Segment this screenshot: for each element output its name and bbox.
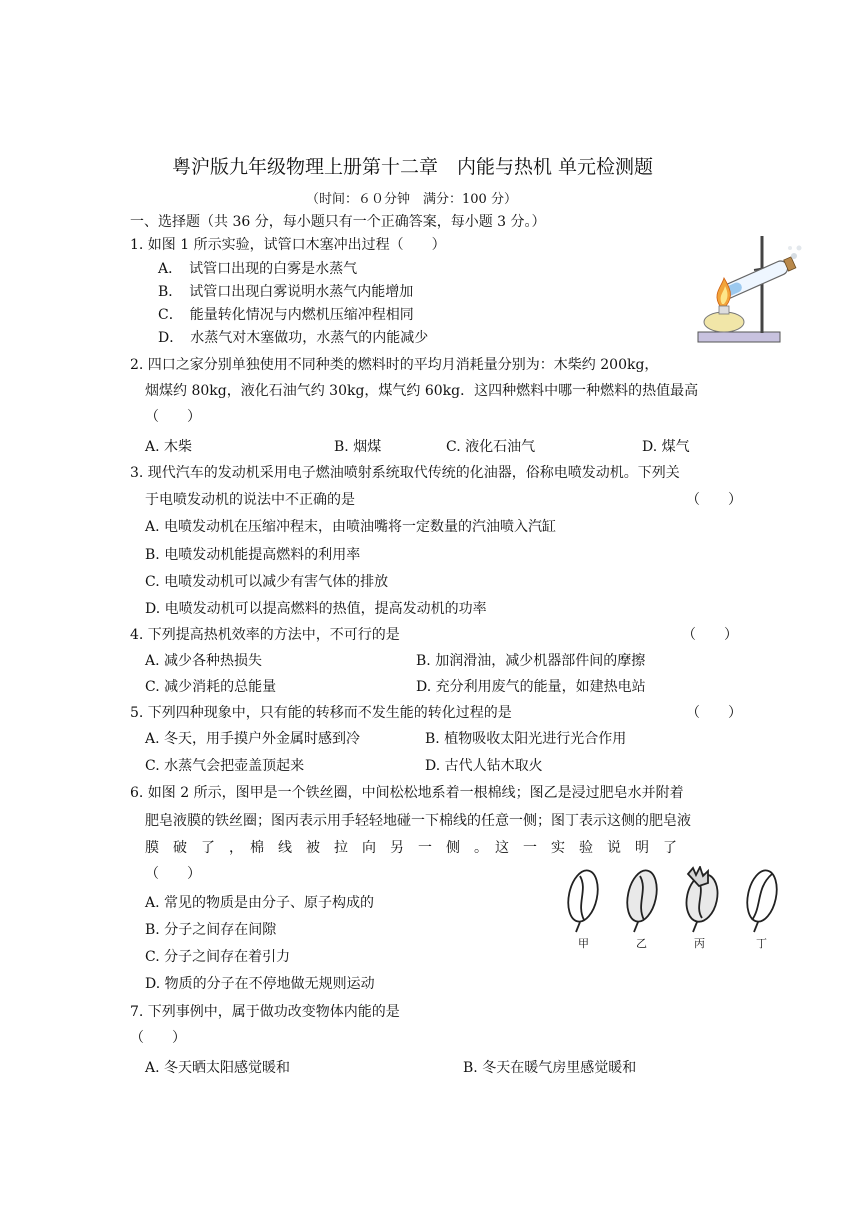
exam-info: （时间：６０分钟 满分：100 分）: [306, 192, 517, 207]
question-3-stem-line2: 于电喷发动机的说法中不正确的是: [145, 492, 355, 508]
question-2-option-b: B. 烟煤: [334, 439, 382, 455]
question-6-stem: 6. 如图 2 所示，图甲是一个铁丝圈，中间松松地系着一根棉线；图乙是浸过肥皂水并附着: [130, 785, 684, 801]
figure-2-label-ding: 丁: [756, 937, 767, 950]
question-6-stem-line3: 膜 破 了 ， 棉 线 被 拉 向 另 一 侧 。 这 一 实 验 说 明 了: [145, 840, 677, 856]
question-5-option-a: A. 冬天，用手摸户外金属时感到冷: [145, 731, 361, 747]
question-4-option-b: B. 加润滑油，减少机器部件间的摩擦: [416, 653, 646, 669]
question-5-option-b: B. 植物吸收太阳光进行光合作用: [425, 731, 627, 747]
question-1-stem: 1. 如图 1 所示实验，试管口木塞冲出过程（ ）: [130, 237, 446, 253]
figure-2-label-jia: 甲: [578, 937, 589, 950]
question-3-stem: 3. 现代汽车的发动机采用电子燃油喷射系统取代传统的化油器，俗称电喷发动机。下列关: [130, 465, 680, 481]
question-7-option-a: A. 冬天晒太阳感觉暖和: [145, 1060, 291, 1076]
question-1-option-a: A． 试管口出现的白雾是水蒸气: [158, 261, 358, 277]
figure-2-label-yi: 乙: [636, 937, 647, 950]
question-1-option-b: B． 试管口出现白雾说明水蒸气内能增加: [158, 284, 414, 300]
question-5-answer-bracket: （ ）: [686, 705, 742, 721]
question-3-option-c: C. 电喷发动机可以减少有害气体的排放: [145, 574, 389, 590]
question-6-option-b: B. 分子之间存在间隙: [145, 922, 277, 938]
figure-2-soap-film-loops: [562, 866, 792, 936]
question-5-stem: 5. 下列四种现象中，只有能的转移而不发生能的转化过程的是: [130, 705, 512, 721]
question-7-stem: 7. 下列事例中，属于做功改变物体内能的是: [130, 1004, 400, 1020]
figure-2-label-bing: 丙: [694, 937, 705, 950]
question-5-option-c: C. 水蒸气会把壶盖顶起来: [145, 758, 305, 774]
question-4-answer-bracket: （ ）: [682, 627, 738, 643]
question-4-option-a: A. 减少各种热损失: [145, 653, 263, 669]
question-3-option-d: D. 电喷发动机可以提高燃料的热值，提高发动机的功率: [145, 601, 487, 617]
page-title: 粤沪版九年级物理上册第十二章 内能与热机 单元检测题: [172, 156, 654, 178]
question-2-option-a: A. 木柴: [145, 439, 193, 455]
question-3-option-b: B. 电喷发动机能提高燃料的利用率: [145, 547, 361, 563]
question-3-option-a: A. 电喷发动机在压缩冲程末，由喷油嘴将一定数量的汽油喷入汽缸: [145, 519, 557, 535]
question-4-option-d: D. 充分利用废气的能量，如建热电站: [416, 679, 646, 695]
question-2-option-d: D. 煤气: [642, 439, 690, 455]
question-2-option-c: C. 液化石油气: [446, 439, 536, 455]
question-2-answer-bracket: （ ）: [145, 409, 201, 425]
question-7-option-b: B. 冬天在暖气房里感觉暖和: [463, 1060, 637, 1076]
question-2-stem: 2. 四口之家分别单独使用不同种类的燃料时的平均月消耗量分别为：木柴约 200kg，: [130, 357, 659, 373]
question-6-option-a: A. 常见的物质是由分子、原子构成的: [145, 895, 375, 911]
question-6-stem-line2: 肥皂液膜的铁丝圈；图丙表示用手轻轻地碰一下棉线的任意一侧；图丁表示这侧的肥皂液: [145, 813, 691, 829]
question-3-answer-bracket: （ ）: [686, 492, 742, 508]
question-6-option-d: D. 物质的分子在不停地做无规则运动: [145, 976, 375, 992]
question-1-option-d: D． 水蒸气对木塞做功，水蒸气的内能减少: [158, 330, 429, 346]
section-heading: 一、选择题（共 36 分，每小题只有一个正确答案，每小题 3 分。）: [130, 214, 546, 230]
question-5-option-d: D. 古代人钻木取火: [425, 758, 543, 774]
question-4-stem: 4. 下列提高热机效率的方法中，不可行的是: [130, 627, 400, 643]
question-4-option-c: C. 减少消耗的总能量: [145, 679, 277, 695]
question-6-option-c: C. 分子之间存在着引力: [145, 949, 291, 965]
question-7-answer-bracket: （ ）: [130, 1030, 186, 1046]
question-2-stem-line2: 烟煤约 80kg，液化石油气约 30kg，煤气约 60kg．这四种燃料中哪一种燃料的热值最高: [145, 383, 699, 399]
figure-1-test-tube-apparatus: [696, 234, 804, 352]
question-1-option-c: C． 能量转化情况与内燃机压缩冲程相同: [158, 307, 414, 323]
question-6-answer-bracket: （ ）: [145, 866, 201, 882]
